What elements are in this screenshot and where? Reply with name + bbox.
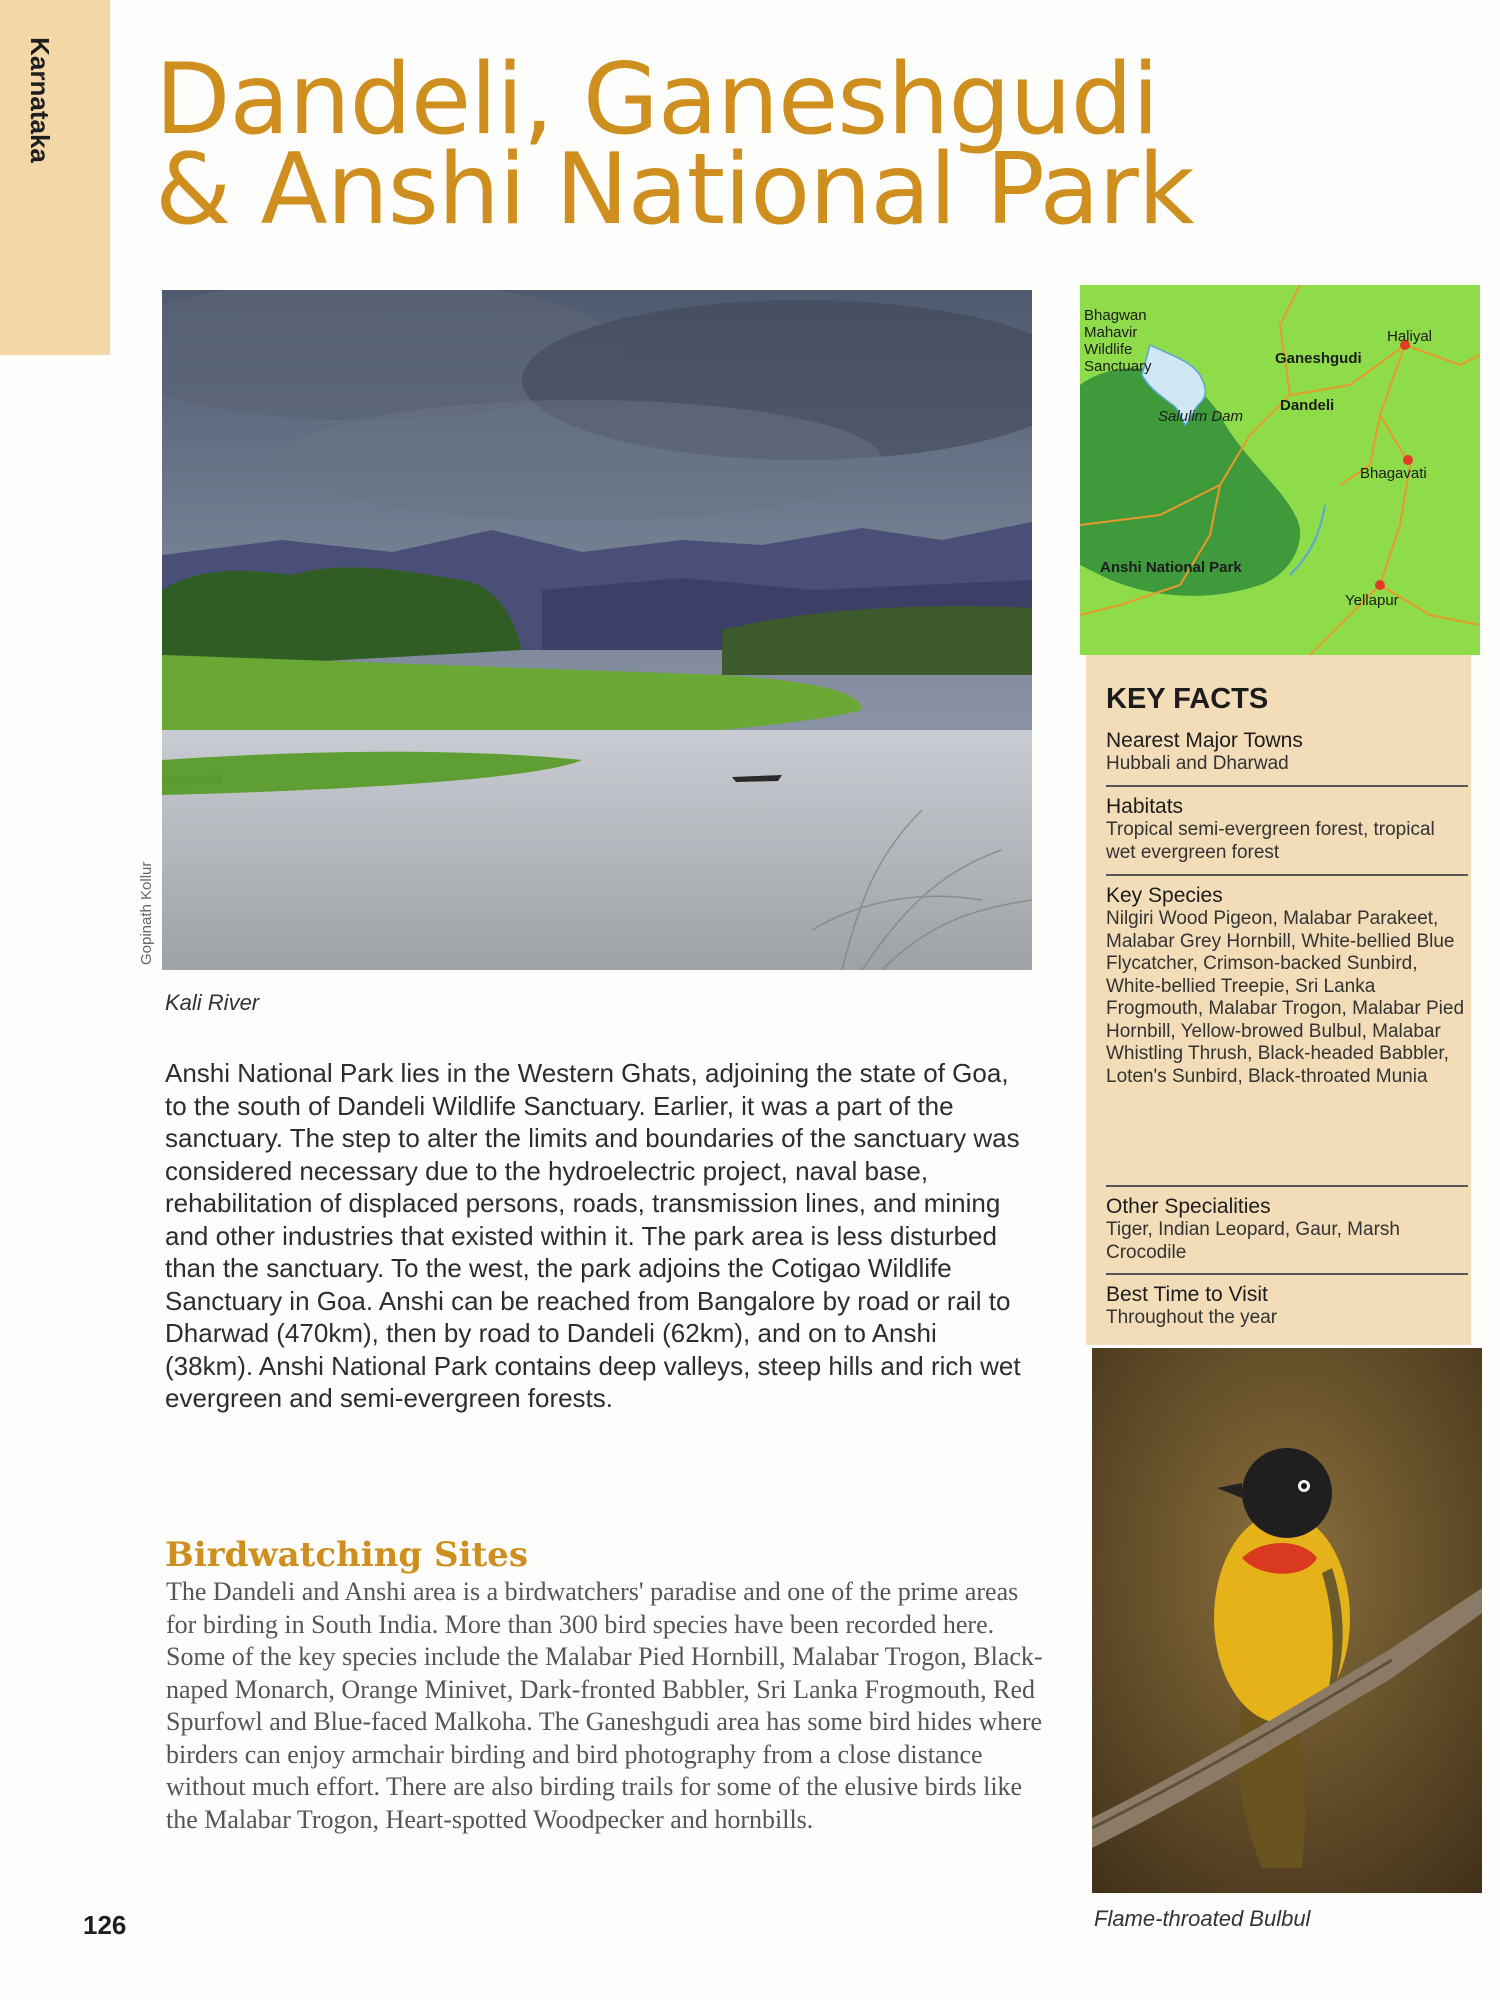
kali-river-caption: Kali River bbox=[165, 990, 260, 1015]
page-number: 126 bbox=[83, 1910, 127, 1940]
fact-habitats bbox=[1106, 795, 1468, 864]
flame-throated-bulbul-photo bbox=[1092, 1348, 1482, 1893]
map-label-sanctuary-1: Bhagwan bbox=[1084, 307, 1147, 324]
fact-time-text: Throughout the year bbox=[1106, 1307, 1278, 1328]
map-label-haliyal: Haliyal bbox=[1387, 328, 1433, 345]
fact-towns-heading: Nearest Major Towns bbox=[1106, 729, 1303, 752]
map-label-anshi: Anshi National Park bbox=[1100, 559, 1242, 576]
title-line-2: & Anshi National Park bbox=[155, 133, 1194, 247]
fact-habitats-text: Tropical semi-evergreen forest, tropical wet evergreen forest bbox=[1106, 819, 1435, 863]
kali-river-illustration bbox=[162, 290, 1032, 970]
side-tab-label: Karnataka bbox=[25, 37, 55, 163]
photo-credit: Gopinath Kollur bbox=[138, 861, 155, 965]
divider bbox=[1106, 1185, 1468, 1187]
fact-others-heading: Other Specialities bbox=[1106, 1195, 1271, 1218]
divider bbox=[1106, 1273, 1468, 1275]
map-label-sanctuary-2: Mahavir bbox=[1084, 324, 1138, 341]
birdwatching-heading: Birdwatching Sites bbox=[165, 1535, 528, 1575]
fact-species-text: Nilgiri Wood Pigeon, Malabar Parakeet, Malabar Grey Hornbill, White-bellied Blue Flycatcher, Crimson-backed Sunbird, White-bellied Treepie, Sri Lanka Frogmouth, Malabar Trogon, Malabar Pied Hornbill, Yellow-browed Bulbul, Malabar Whistling Thrush, Black-headed Babbler, Loten's Sunbird, Black-throated Munia bbox=[1106, 908, 1465, 1087]
fact-time-heading: Best Time to Visit bbox=[1106, 1283, 1268, 1306]
divider bbox=[1106, 874, 1468, 876]
fact-towns bbox=[1106, 729, 1468, 776]
fact-others bbox=[1106, 1195, 1468, 1264]
map-label-bhagavati: Bhagavati bbox=[1360, 465, 1427, 482]
map-label-sanctuary-4: Sanctuary bbox=[1084, 358, 1152, 375]
page-title bbox=[155, 43, 1305, 247]
divider bbox=[1106, 785, 1468, 787]
map-graphic bbox=[1080, 285, 1480, 655]
location-map bbox=[1080, 285, 1480, 655]
fact-species-heading: Key Species bbox=[1106, 884, 1223, 907]
map-label-yellapur: Yellapur bbox=[1345, 592, 1399, 609]
title-line-1: Dandeli, Ganeshgudi bbox=[155, 43, 1159, 157]
fact-species bbox=[1106, 884, 1468, 1088]
map-label-ganeshgudi: Ganeshgudi bbox=[1275, 350, 1362, 367]
fact-others-text: Tiger, Indian Leopard, Gaur, Marsh Crocodile bbox=[1106, 1219, 1400, 1263]
kali-river-photo bbox=[162, 290, 1032, 970]
fact-habitats-heading: Habitats bbox=[1106, 795, 1184, 818]
fact-towns-text: Hubbali and Dharwad bbox=[1106, 753, 1289, 774]
intro-paragraph: Anshi National Park lies in the Western Ghats, adjoining the state of Goa, to the south of Dandeli Wildlife Sanctuary. Earlier, it was a part of the sanctuary. The step to alter the limits and boundaries of the sanctuary was considered necessary due to the hydroelectric project, naval base, rehabilitation of displaced persons, roads, transmission lines, and mining and other industries that existed within it. The park area is less disturbed than the sanctuary. To the west, the park adjoins the Cotigao Wildlife Sanctuary in Goa. Anshi can be reached from Bangalore by road or rail to Dharwad (470km), then by road to Dandeli (62km), and on to Anshi (38km). Anshi National Park contains deep valleys, steep hills and rich wet evergreen and semi-evergreen forests. bbox=[165, 1058, 1021, 1413]
fact-time bbox=[1106, 1283, 1468, 1330]
map-label-dam: Salulim Dam bbox=[1158, 408, 1244, 425]
bulbul-illustration bbox=[1092, 1348, 1482, 1893]
map-label-sanctuary-3: Wildlife bbox=[1084, 341, 1133, 358]
key-facts-box bbox=[1086, 655, 1471, 1345]
map-label-dandeli: Dandeli bbox=[1280, 397, 1335, 414]
key-facts-title: KEY FACTS bbox=[1106, 683, 1269, 715]
side-tab bbox=[0, 0, 110, 355]
birdwatching-paragraph: The Dandeli and Anshi area is a birdwatchers' paradise and one of the prime areas for birding in South India. More than 300 bird species have been recorded here. Some of the key species include the Malabar Pied Hornbill, Malabar Trogon, Black-naped Monarch, Orange Minivet, Dark-fronted Babbler, Sri Lanka Frogmouth, Red Spurfowl and Blue-faced Malkoha. The Ganeshgudi area has some bird hides where birders can enjoy armchair birding and bird photography from a close distance without much effort. There are also birding trails for some of the elusive birds like the Malabar Trogon, Heart-spotted Woodpecker and hornbills. bbox=[166, 1577, 1043, 1834]
bulbul-caption: Flame-throated Bulbul bbox=[1094, 1906, 1311, 1931]
